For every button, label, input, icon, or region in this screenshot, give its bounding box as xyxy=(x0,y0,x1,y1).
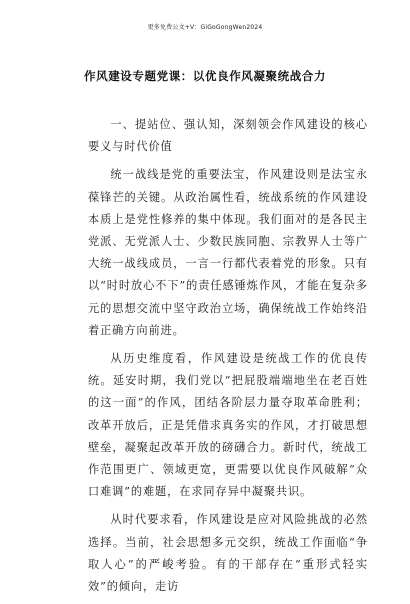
section-heading: 一、提站位、强认知，深刻领会作风建设的核心要义与时代价值 xyxy=(88,118,368,154)
document-body xyxy=(88,114,368,604)
paragraph: 从时代要求看，作风建设是应对风险挑战的必然选择。当前，社会思想多元交织，统战工作面临“争取人心”的严峻考验。有的干部存在“重形式轻实效”的倾向，走访 xyxy=(88,513,368,594)
paragraph: 统一战线是党的重要法宝，作风建设则是法宝永葆锋芒的关键。从政治属性看，统战系统的作风建设本质上是党性修养的集中体现。我们面对的是各民主党派、无党派人士、少数民族同胞、宗教界人士等广大统一战线成员，一言一行都代表着党的形象。只有以“时时放心不下”的责任感锤炼作风，才能在复杂多元的思想交流中坚守政治立场，确保统战工作始终沿着正确方向前进。 xyxy=(88,168,368,337)
header-note: 更多免费公文+V：GiGoGongWen2024 xyxy=(147,24,263,31)
page-title: 作风建设专题党课：以优良作风凝聚统战合力 xyxy=(84,69,326,83)
paragraph: 从历史维度看，作风建设是统战工作的优良传统。延安时期，我们党以“把屁股端端地坐在老百姓的这一面”的作风，团结各阶层力量夺取革命胜利；改革开放后，正是凭借求真务实的作风，才打破思想壁垒，凝聚起改革开放的磅礴合力。新时代，统战工作范围更广、领域更宽，更需要以优良作风破解“众口难调”的难题，在求同存异中凝聚共识。 xyxy=(88,352,368,499)
